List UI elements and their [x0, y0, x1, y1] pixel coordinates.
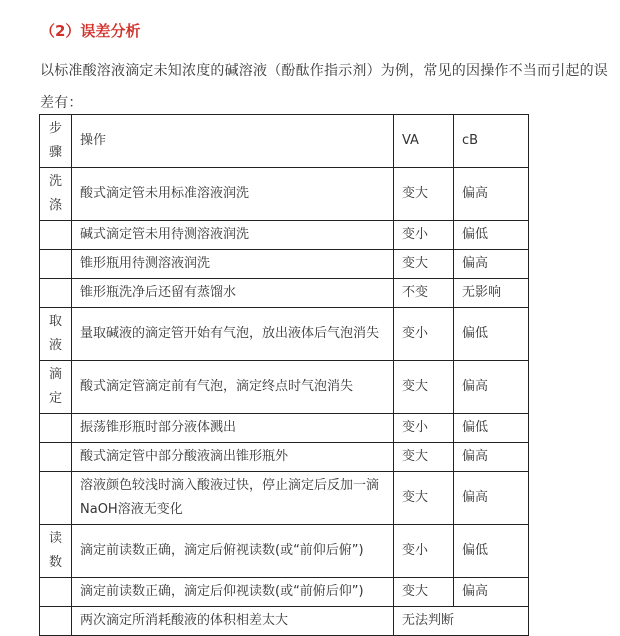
step-cell [40, 472, 72, 525]
va-cell: 变大 [394, 361, 454, 414]
operation-cell: 碱式滴定管未用待测溶液润洗 [72, 221, 394, 250]
error-analysis-table [39, 114, 529, 636]
step-cell [40, 279, 72, 308]
step-cell [40, 221, 72, 250]
operation-cell: 锥形瓶用待测溶液润洗 [72, 250, 394, 279]
operation-cell: 酸式滴定管未用标准溶液润洗 [72, 168, 394, 221]
table-row [40, 443, 529, 472]
step-cell [40, 414, 72, 443]
operation-cell: 滴定前读数正确，滴定后仰视读数(或“前俯后仰”) [72, 578, 394, 607]
table-row [40, 168, 529, 221]
operation-cell: 锥形瓶洗净后还留有蒸馏水 [72, 279, 394, 308]
step-cell: 取液 [40, 308, 72, 361]
step-cell [40, 607, 72, 636]
operation-cell: 酸式滴定管滴定前有气泡，滴定终点时气泡消失 [72, 361, 394, 414]
section-title: （2）误差分析 [40, 22, 141, 40]
table-row [40, 607, 529, 636]
cb-cell: 偏高 [454, 361, 529, 414]
table-row [40, 525, 529, 578]
result-cell: 无法判断 [394, 607, 529, 636]
header-va: VA [394, 115, 454, 168]
operation-cell: 振荡锥形瓶时部分液体溅出 [72, 414, 394, 443]
cb-cell: 偏高 [454, 472, 529, 525]
intro-paragraph: 以标准酸溶液滴定未知浓度的碱溶液（酚酞作指示剂）为例，常见的因操作不当而引起的误差有： [40, 63, 608, 111]
table-row [40, 472, 529, 525]
step-cell [40, 250, 72, 279]
va-cell: 变大 [394, 443, 454, 472]
cb-cell: 偏低 [454, 221, 529, 250]
va-cell: 不变 [394, 279, 454, 308]
cb-cell: 无影响 [454, 279, 529, 308]
table-row [40, 361, 529, 414]
cb-cell: 偏低 [454, 308, 529, 361]
header-step: 步骤 [40, 115, 72, 168]
operation-cell: 酸式滴定管中部分酸液滴出锥形瓶外 [72, 443, 394, 472]
cb-cell: 偏高 [454, 250, 529, 279]
header-operation: 操作 [72, 115, 394, 168]
va-cell: 变小 [394, 308, 454, 361]
step-cell: 滴定 [40, 361, 72, 414]
table-row [40, 279, 529, 308]
step-cell: 读数 [40, 525, 72, 578]
va-cell: 变小 [394, 414, 454, 443]
step-cell: 洗涤 [40, 168, 72, 221]
va-cell: 变大 [394, 250, 454, 279]
operation-cell: 两次滴定所消耗酸液的体积相差太大 [72, 607, 394, 636]
table-row [40, 221, 529, 250]
cb-cell: 偏高 [454, 168, 529, 221]
operation-cell: 量取碱液的滴定管开始有气泡，放出液体后气泡消失 [72, 308, 394, 361]
operation-cell: 溶液颜色较浅时滴入酸液过快，停止滴定后反加一滴NaOH溶液无变化 [72, 472, 394, 525]
va-cell: 变大 [394, 578, 454, 607]
table-row [40, 414, 529, 443]
operation-cell: 滴定前读数正确，滴定后俯视读数(或“前仰后俯”) [72, 525, 394, 578]
cb-cell: 偏高 [454, 443, 529, 472]
va-cell: 变大 [394, 472, 454, 525]
cb-cell: 偏低 [454, 525, 529, 578]
table-header-row [40, 115, 529, 168]
step-cell [40, 443, 72, 472]
cb-cell: 偏高 [454, 578, 529, 607]
cb-cell: 偏低 [454, 414, 529, 443]
va-cell: 变小 [394, 525, 454, 578]
header-cb: cB [454, 115, 529, 168]
step-cell [40, 578, 72, 607]
table-row [40, 308, 529, 361]
table-row [40, 250, 529, 279]
va-cell: 变大 [394, 168, 454, 221]
table-row [40, 578, 529, 607]
va-cell: 变小 [394, 221, 454, 250]
